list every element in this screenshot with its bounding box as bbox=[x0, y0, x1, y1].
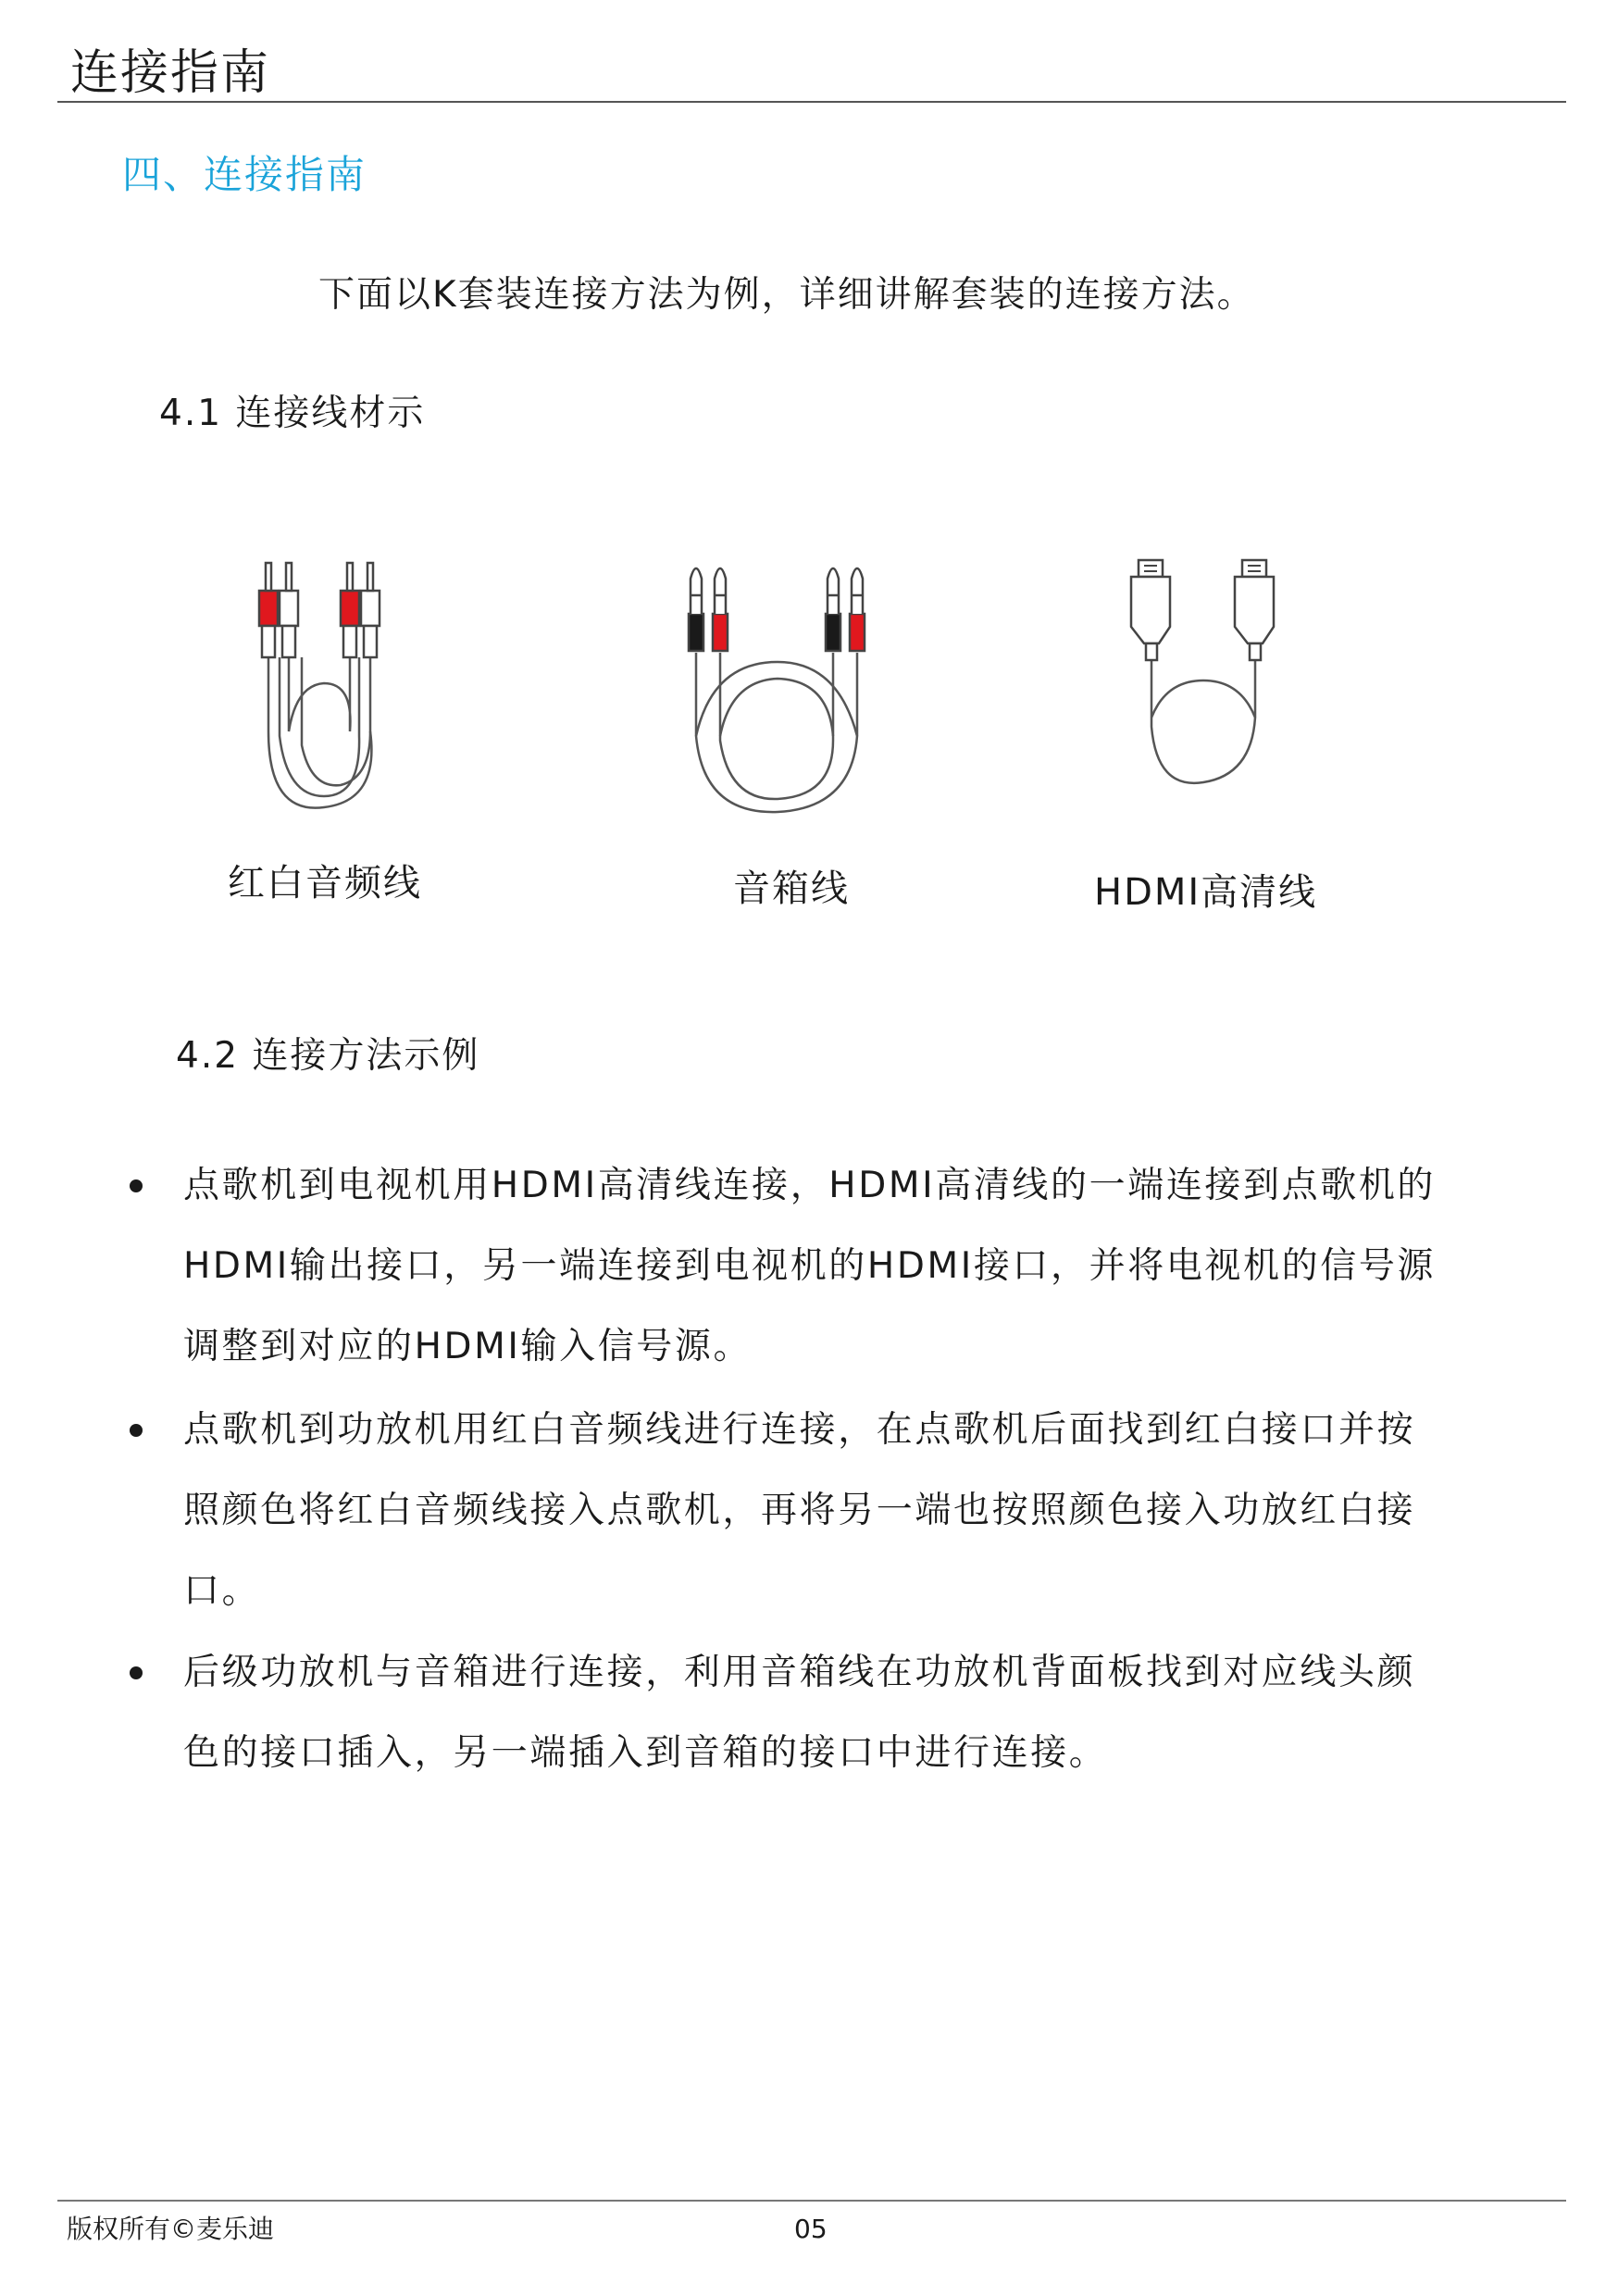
bullet-dot-icon bbox=[130, 1666, 143, 1679]
list-item-line: 色的接口插入，另一端插入到音箱的接口中进行连接。 bbox=[183, 1732, 1108, 1774]
list-item-line: HDMI输出接口，另一端连接到电视机的HDMI接口，并将电视机的信号源 bbox=[183, 1245, 1437, 1287]
hdmi-cable-icon bbox=[1120, 551, 1277, 792]
page-header-title: 连接指南 bbox=[70, 45, 271, 101]
bullet-dot-icon bbox=[130, 1179, 143, 1192]
bullet-dot-icon bbox=[130, 1424, 143, 1437]
subsection-4-2-title: 4.2 连接方法示例 bbox=[176, 1035, 480, 1077]
footer-divider bbox=[57, 2200, 1566, 2202]
cable-label-hdmi: HDMI高清线 bbox=[1094, 871, 1318, 914]
list-item-line: 照颜色将红白音频线接入点歌机，再将另一端也按照颜色接入功放红白接 bbox=[183, 1490, 1416, 1531]
header-divider bbox=[57, 101, 1566, 103]
intro-text: 下面以K套装连接方法为例，详细讲解套装的连接方法。 bbox=[318, 274, 1255, 316]
list-item-line: 调整到对应的HDMI输入信号源。 bbox=[183, 1326, 753, 1367]
speaker-cable-icon bbox=[676, 551, 889, 819]
section-heading: 四、连接指南 bbox=[122, 152, 367, 197]
cable-label-speaker: 音箱线 bbox=[733, 867, 850, 910]
list-item-line: 后级功放机与音箱进行连接，利用音箱线在功放机背面板找到对应线头颜 bbox=[183, 1652, 1416, 1693]
footer-copyright: 版权所有©麦乐迪 bbox=[67, 2214, 275, 2244]
list-item-line: 点歌机到电视机用HDMI高清线连接，HDMI高清线的一端连接到点歌机的 bbox=[183, 1165, 1437, 1206]
list-item-line: 点歌机到功放机用红白音频线进行连接，在点歌机后面找到红白接口并按 bbox=[183, 1409, 1416, 1451]
page-number: 05 bbox=[794, 2214, 828, 2244]
cable-label-rca: 红白音频线 bbox=[228, 862, 422, 905]
list-item-line: 口。 bbox=[183, 1570, 261, 1612]
rca-cable-icon bbox=[231, 546, 417, 815]
subsection-4-1-title: 4.1 连接线材示 bbox=[159, 393, 426, 434]
